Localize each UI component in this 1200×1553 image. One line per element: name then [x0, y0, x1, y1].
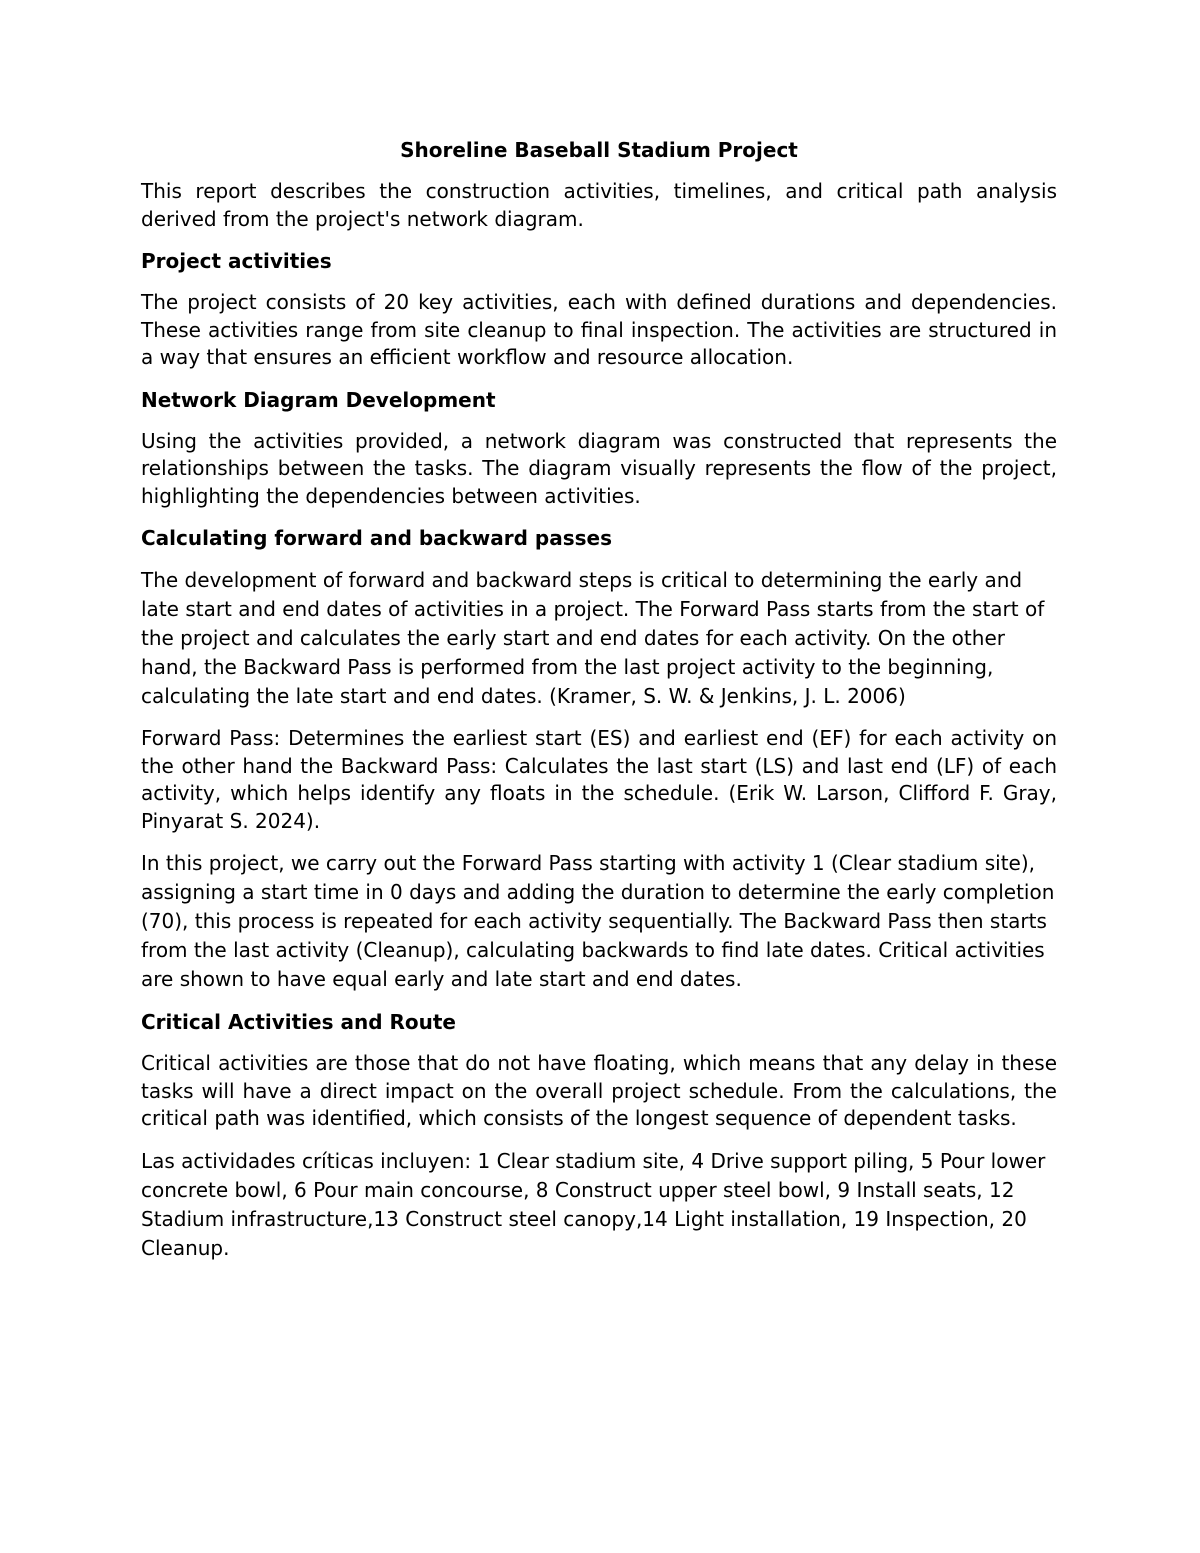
passes-paragraph-3: In this project, we carry out the Forward Pass starting with activity 1 (Clear stadium site), assigning a start time in 0 days and adding the duration to determine the early completion (70), this process is repeated for each activity sequentially. The Backward Pass then starts from the last activity (Cleanup), calculating backwards to find late dates. Critical activities are shown to have equal early and late start and end dates. [141, 851, 1055, 991]
passes-paragraph-2: Forward Pass: Determines the earliest start (ES) and earliest end (EF) for each activity on the other hand the Backward Pass: Calculates the last start (LS) and last end (LF) of each activity, which helps identify any floats in the schedule. (Erik W. Larson, Clifford F. Gray, Pinyarat S. 2024). [141, 726, 1057, 833]
heading-forward-backward: Calculating forward and backward passes [141, 526, 613, 550]
heading-project-activities: Project activities [141, 249, 332, 273]
document-page [141, 136, 1057, 1277]
network-paragraph: Using the activities provided, a network diagram was constructed that represents the relationships between the tasks. The diagram visually represents the flow of the project, highlighting the dependencies between activities. [141, 428, 1057, 508]
critical-paragraph-1: Critical activities are those that do not have floating, which means that any delay in these tasks will have a direct impact on the overall project schedule. From the calculations, the critical path was identified, which consists of the longest sequence of dependent tasks. [141, 1051, 1057, 1130]
critical-paragraph-2: Las actividades críticas incluyen: 1 Clear stadium site, 4 Drive support piling, 5 Pour lower concrete bowl, 6 Pour main concourse, 8 Construct upper steel bowl, 9 Install seats, 12 Stadium infrastructure,13 Construct steel canopy,14 Light installation, 19 Inspection, 20 Cleanup. [141, 1148, 1046, 1260]
intro-paragraph: This report describes the construction activities, timelines, and critical path analysis derived from the project's network diagram. [141, 179, 1057, 231]
passes-paragraph-1: The development of forward and backward steps is critical to determining the early and late start and end dates of activities in a project. The Forward Pass starts from the start of the project and calculates the early start and end dates for each activity. On the other hand, the Backward Pass is performed from the last project activity to the beginning, calculating the late start and end dates. (Kramer, S. W. & Jenkins, J. L. 2006) [141, 568, 1045, 708]
heading-critical-activities: Critical Activities and Route [141, 1010, 456, 1034]
activities-paragraph: The project consists of 20 key activities, each with defined durations and dependencies. These activities range from site cleanup to final inspection. The activities are structured in a way that ensures an efficient workflow and resource allocation. [141, 290, 1057, 369]
document-title: Shoreline Baseball Stadium Project [400, 138, 798, 162]
heading-network-diagram: Network Diagram Development [141, 387, 496, 412]
